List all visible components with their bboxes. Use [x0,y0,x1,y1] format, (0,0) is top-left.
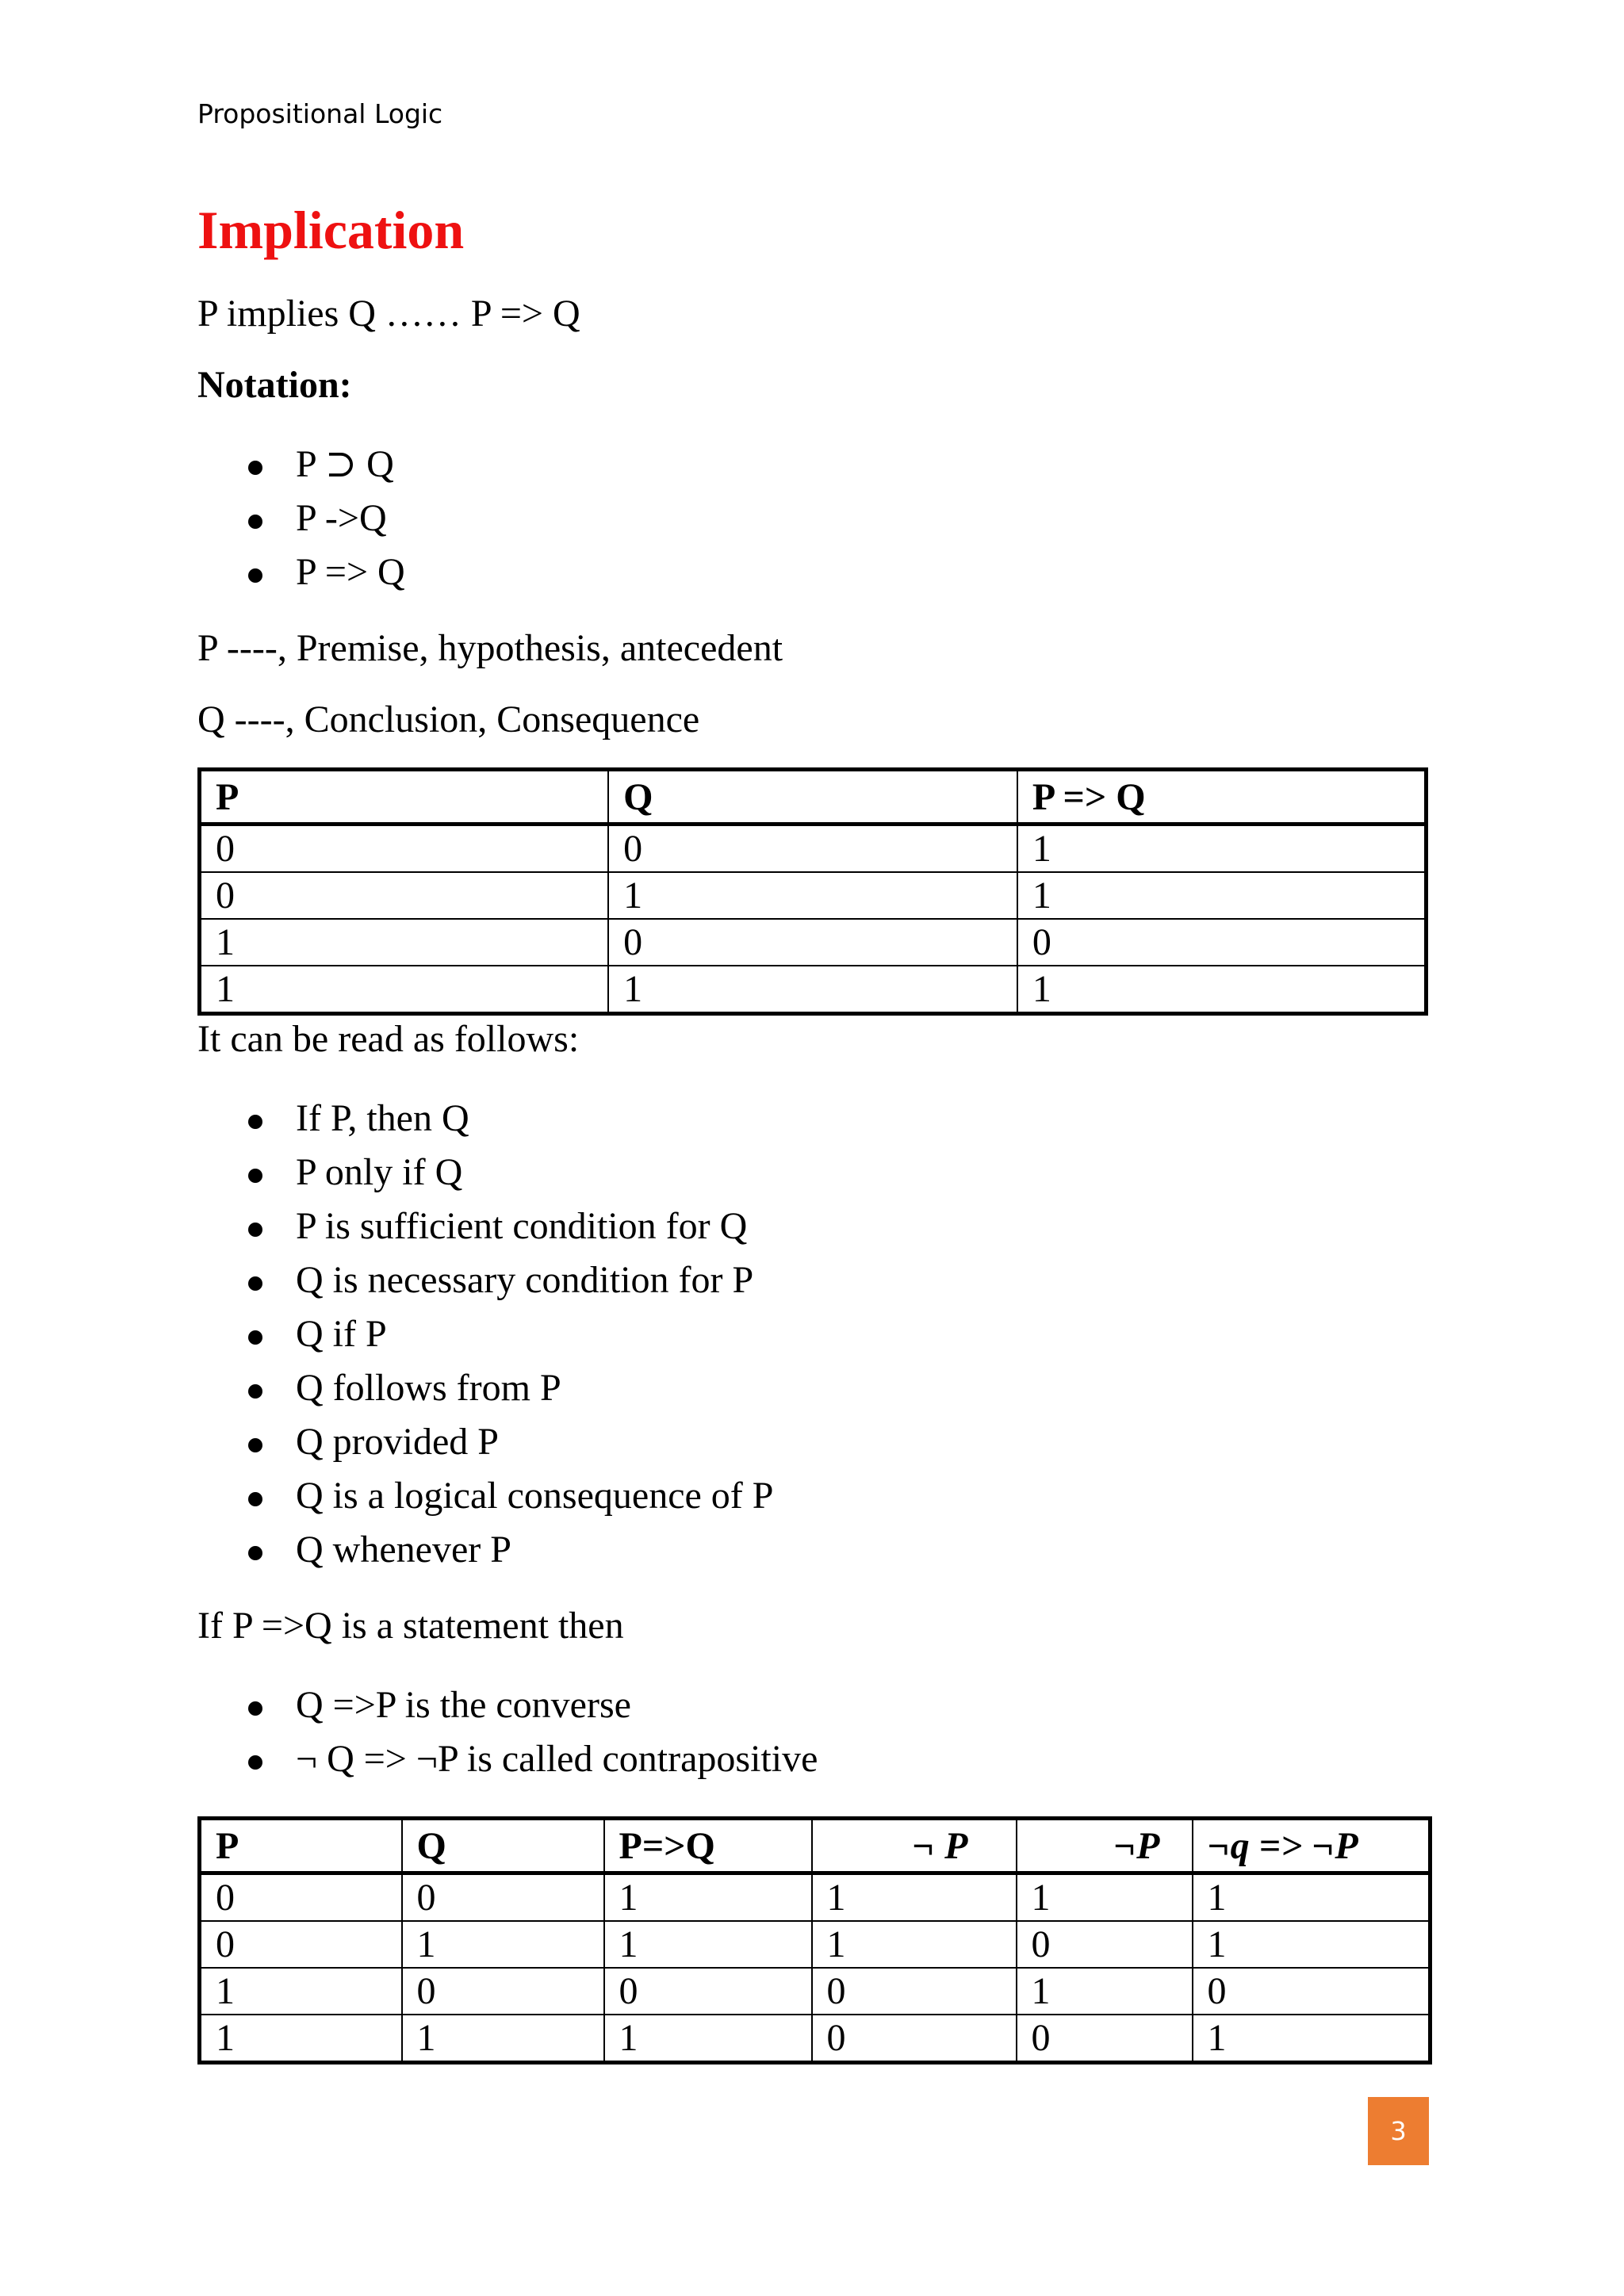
list-item: Q follows from P [197,1361,1431,1415]
table-header-cell: Q [608,770,1017,825]
table-cell: 1 [1017,1873,1193,1922]
notation-list [197,438,1431,599]
table-cell: 1 [200,919,609,966]
conclusion-line: Q ----, Conclusion, Consequence [197,698,700,740]
table-header-row [200,770,1427,825]
bullet-icon [248,461,262,475]
bullet-icon [248,1169,262,1183]
bullet-icon [248,568,262,583]
table-header-cell: P => Q [1017,770,1427,825]
table-cell: 0 [1017,1921,1193,1968]
table-cell: 0 [1193,1968,1431,2015]
table-cell: 0 [608,919,1017,966]
table-cell: 0 [402,1968,604,2015]
list-item: P => Q [197,545,1431,599]
table-cell: 1 [1017,825,1427,873]
readings-intro: It can be read as follows: [197,1018,580,1060]
list-item: Q whenever P [197,1523,1431,1577]
bullet-icon [248,1384,262,1399]
table-row [200,2015,1431,2063]
list-item: If P, then Q [197,1092,1431,1146]
bullet-icon [248,1276,262,1291]
table-row [200,966,1427,1014]
table-cell: 0 [200,1921,402,1968]
table-cell: 1 [1017,872,1427,919]
list-item: P only if Q [197,1146,1431,1200]
table-row [200,825,1427,873]
table-cell: 1 [608,966,1017,1014]
bullet-icon [248,1755,262,1770]
list-item: Q is necessary condition for P [197,1253,1431,1307]
table-cell: 0 [402,1873,604,1922]
table-cell: 0 [812,1968,1017,2015]
table-cell: 1 [402,1921,604,1968]
bullet-icon [248,1546,262,1560]
table-cell: 1 [812,1921,1017,1968]
table-cell: 1 [604,2015,812,2063]
table-cell: 1 [1193,1921,1431,1968]
bullet-icon [248,515,262,529]
list-item: P ⊃ Q [197,438,1431,492]
table-cell: 1 [1017,1968,1193,2015]
implication-truth-table [197,767,1428,1016]
list-item: Q provided P [197,1415,1431,1469]
bullet-icon [248,1438,262,1452]
table-header-cell: P [200,770,609,825]
table-header-cell: P=>Q [604,1819,812,1873]
contrapositive-truth-table [197,1816,1432,2064]
table-header-cell: ¬P [1017,1819,1193,1873]
bullet-icon [248,1701,262,1716]
main-content [197,193,1431,2064]
intro-line: P implies Q …… P => Q [197,293,580,335]
table-header-cell: ¬q => ¬P [1193,1819,1431,1873]
table-header-cell: Q [402,1819,604,1873]
table-cell: 0 [1017,919,1427,966]
table-cell: 1 [402,2015,604,2063]
table-cell: 1 [604,1921,812,1968]
list-item: P ->Q [197,492,1431,545]
section-title: Implication [197,200,465,260]
bullet-icon [248,1223,262,1237]
page-header: Propositional Logic [197,98,443,129]
bullet-icon [248,1330,262,1345]
table-header-cell: P [200,1819,402,1873]
list-item: ¬ Q => ¬P is called contrapositive [197,1732,1431,1786]
premise-line: P ----, Premise, hypothesis, antecedent [197,627,783,669]
statement-intro: If P =>Q is a statement then [197,1605,624,1647]
table-cell: 1 [604,1873,812,1922]
table-row [200,919,1427,966]
readings-list [197,1092,1431,1577]
list-item: Q =>P is the converse [197,1678,1431,1732]
list-item: P is sufficient condition for Q [197,1200,1431,1253]
table-cell: 1 [1193,1873,1431,1922]
table-header-row [200,1819,1431,1873]
table-row [200,872,1427,919]
table-cell: 1 [608,872,1017,919]
table-cell: 0 [1017,2015,1193,2063]
list-item: Q if P [197,1307,1431,1361]
table-row [200,1873,1431,1922]
table-header-cell: ¬ P [812,1819,1017,1873]
table-cell: 1 [200,966,609,1014]
table-cell: 0 [200,872,609,919]
bullet-icon [248,1492,262,1506]
table-row [200,1921,1431,1968]
statement-list [197,1678,1431,1786]
table-row [200,1968,1431,2015]
notation-label: Notation: [197,364,352,406]
page-number-badge: 3 [1368,2097,1429,2165]
table-cell: 1 [1017,966,1427,1014]
table-cell: 0 [604,1968,812,2015]
table-cell: 1 [200,2015,402,2063]
table-cell: 0 [200,825,609,873]
table-cell: 1 [1193,2015,1431,2063]
table-cell: 1 [200,1968,402,2015]
table-cell: 1 [812,1873,1017,1922]
table-cell: 0 [200,1873,402,1922]
list-item: Q is a logical consequence of P [197,1469,1431,1523]
table-cell: 0 [608,825,1017,873]
table-cell: 0 [812,2015,1017,2063]
bullet-icon [248,1115,262,1129]
